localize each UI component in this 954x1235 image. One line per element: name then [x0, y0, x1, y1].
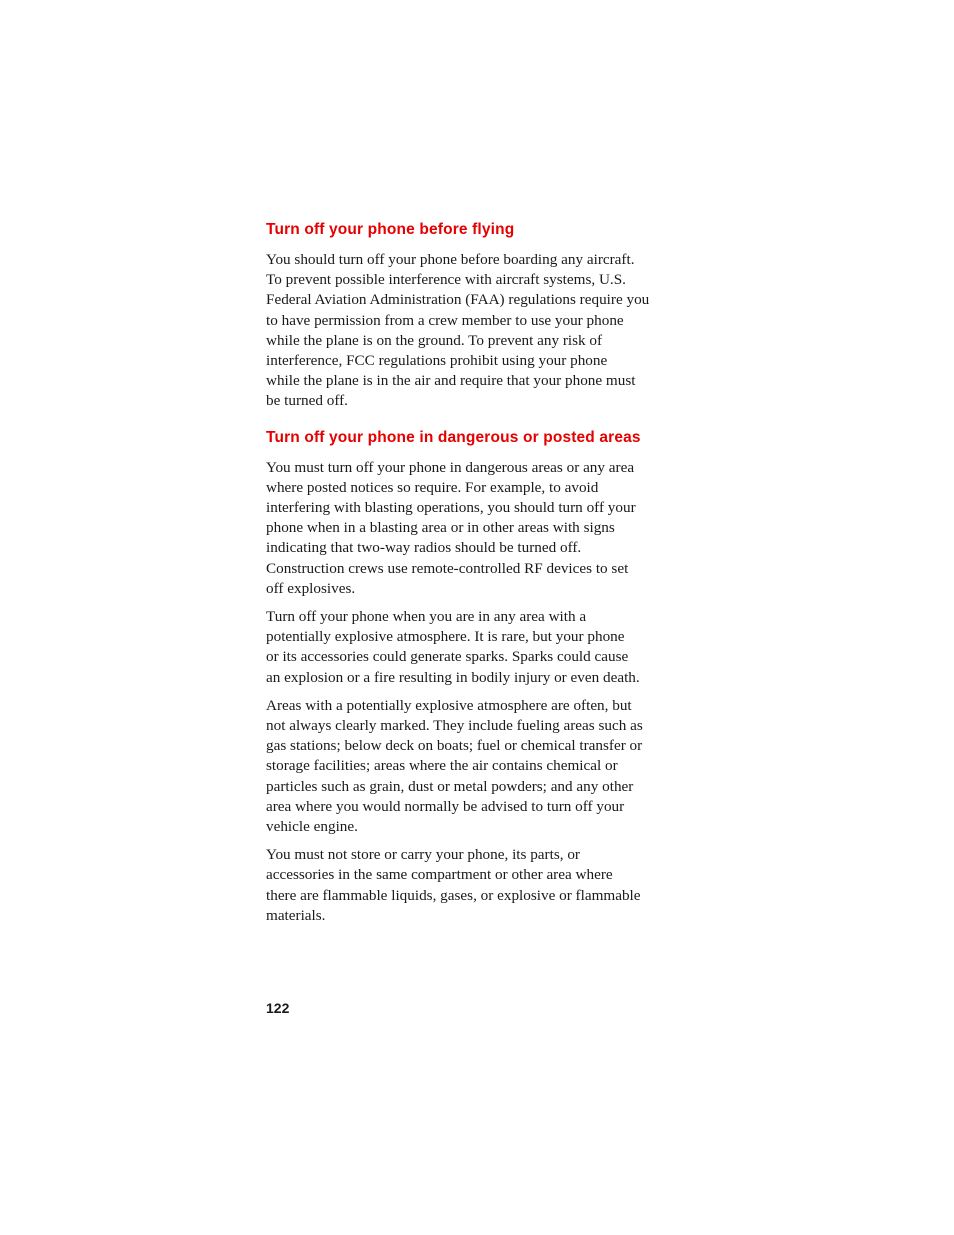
text-line: materials.: [266, 906, 326, 924]
text-line: to have permission from a crew member to use your phone: [266, 311, 624, 329]
page-number: 122: [266, 1000, 290, 1016]
text-line: You must turn off your phone in dangerous areas or any area: [266, 458, 635, 476]
text-line: potentially explosive atmosphere. It is rare, but your phone: [266, 628, 625, 646]
text-line: an explosion or a fire resulting in bodily injury or even death.: [266, 668, 640, 686]
paragraph-dangerous-areas: [266, 458, 696, 599]
text-line: be turned off.: [266, 392, 348, 410]
paragraph-flammable-storage: [266, 845, 696, 926]
text-line: where posted notices so require. For example, to avoid: [266, 478, 599, 496]
text-line: area where you would normally be advised to turn off your: [266, 797, 625, 815]
text-line: while the plane is on the ground. To prevent any risk of: [266, 331, 603, 349]
text-line: Areas with a potentially explosive atmosphere are often, but: [266, 696, 632, 714]
text-line: Turn off your phone when you are in any area with a: [266, 608, 587, 626]
text-line: phone when in a blasting area or in other areas with signs: [266, 519, 615, 537]
text-line: there are flammable liquids, gases, or explosive or flammable: [266, 886, 641, 904]
text-line: off explosives.: [266, 579, 356, 597]
section-heading-dangerous-areas: Turn off your phone in dangerous or posted areas: [266, 428, 641, 446]
text-line: while the plane is in the air and require that your phone must: [266, 372, 636, 390]
paragraph-explosive-atmosphere: [266, 607, 696, 688]
text-line: Construction crews use remote-controlled RF devices to set: [266, 559, 629, 577]
text-line: To prevent possible interference with aircraft systems, U.S.: [266, 271, 626, 289]
text-line: interfering with blasting operations, you should turn off your: [266, 499, 636, 517]
paragraph-flying: [266, 250, 696, 412]
text-line: particles such as grain, dust or metal powders; and any other: [266, 777, 634, 795]
document-body: [266, 218, 696, 926]
text-line: You should turn off your phone before boarding any aircraft.: [266, 251, 635, 268]
text-line: Federal Aviation Administration (FAA) regulations require you: [266, 291, 650, 309]
text-line: vehicle engine.: [266, 818, 358, 836]
paragraph-explosive-areas-list: [266, 696, 696, 837]
text-line: indicating that two-way radios should be turned off.: [266, 539, 582, 557]
text-line: not always clearly marked. They include fueling areas such as: [266, 717, 643, 735]
text-line: accessories in the same compartment or other area where: [266, 866, 613, 884]
text-line: or its accessories could generate sparks. Sparks could cause: [266, 648, 629, 666]
text-line: gas stations; below deck on boats; fuel or chemical transfer or: [266, 737, 643, 755]
text-line: interference, FCC regulations prohibit using your phone: [266, 352, 608, 370]
text-line: You must not store or carry your phone, its parts, or: [266, 846, 580, 864]
section-heading-flying: Turn off your phone before flying: [266, 221, 515, 238]
text-line: storage facilities; areas where the air contains chemical or: [266, 757, 618, 775]
